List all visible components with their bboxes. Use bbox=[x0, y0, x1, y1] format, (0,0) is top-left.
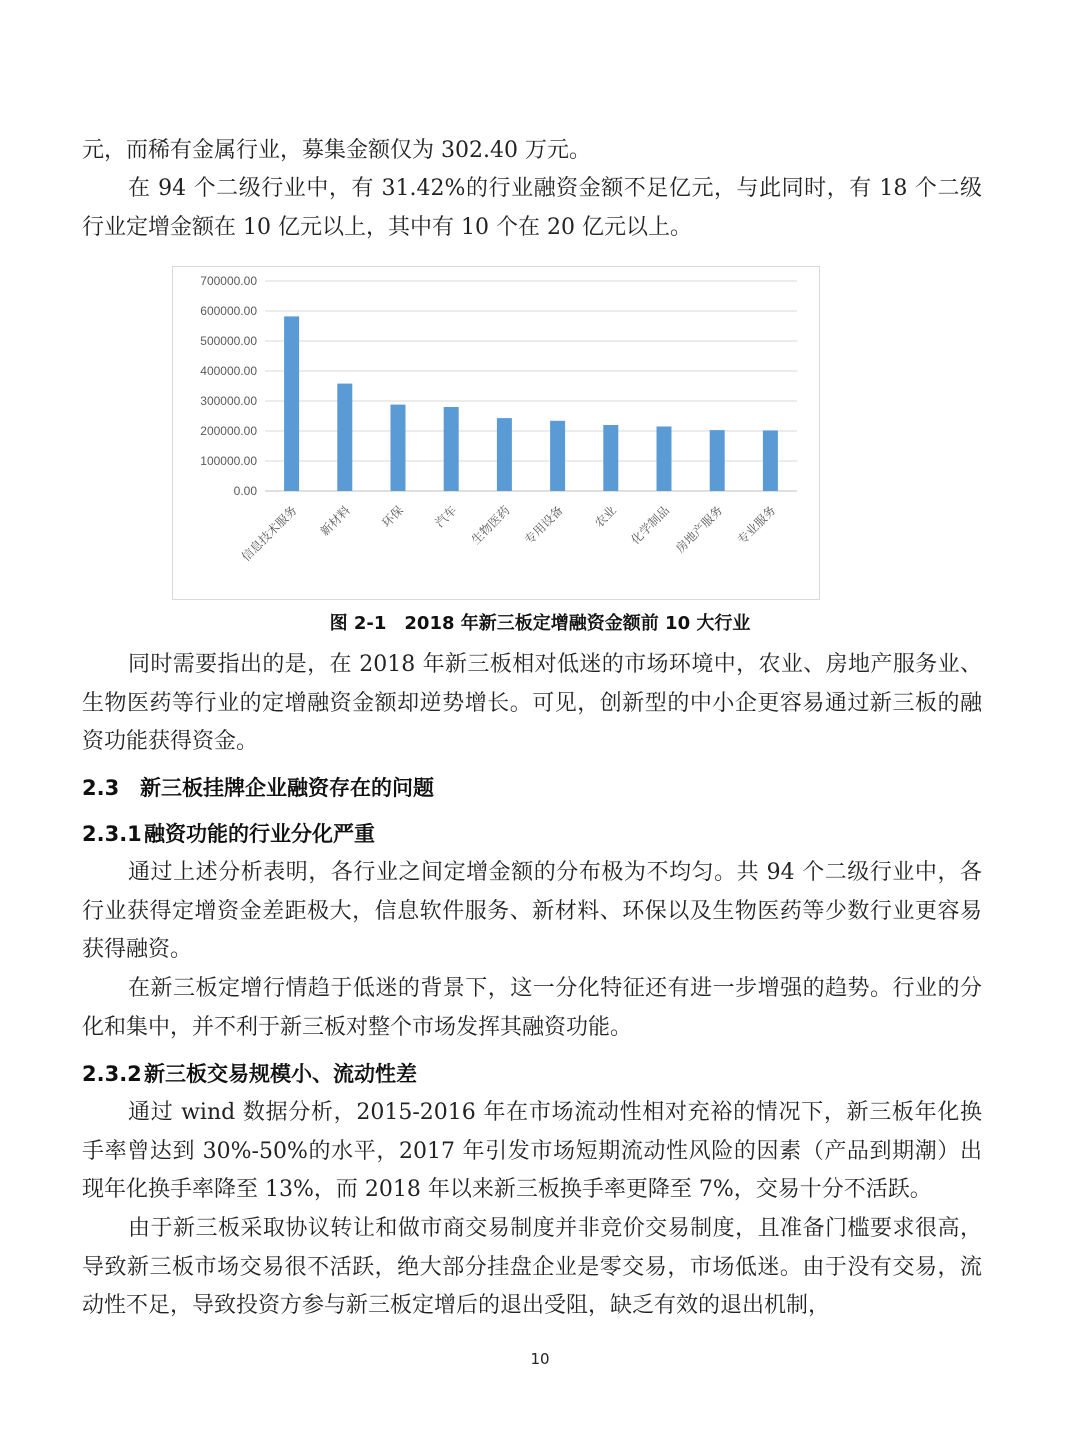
page-number: 10 bbox=[530, 1350, 550, 1368]
x-category-label: 农业 bbox=[592, 503, 619, 531]
x-category-label: 专用设备 bbox=[521, 503, 566, 548]
figure-caption: 图 2-1 2018 年新三板定增融资金额前 10 大行业 bbox=[329, 613, 751, 634]
bar bbox=[391, 405, 406, 491]
x-category-label: 信息技术服务 bbox=[238, 503, 300, 565]
x-category-label: 新材料 bbox=[317, 503, 353, 539]
bar bbox=[657, 427, 672, 492]
paragraph-5: 通过 wind 数据分析，2015-2016 年在市场流动性相对充裕的情况下，新三板年化换手率曾达到 30%-50%的水平，2017 年引发市场短期流动性风险的因素（产品到期潮）出现年化换手率降至 13%，而 2018 年以来新三板换手率更降至 7%，交易十分不活跃。 bbox=[82, 1100, 982, 1202]
section-heading-2-3-2 bbox=[82, 1058, 417, 1088]
paragraph-1: 在 94 个二级行业中，有 31.42%的行业融资金额不足亿元，与此同时，有 18 个二级行业定增金额在 10 亿元以上，其中有 10 个在 20 亿元以上。 bbox=[82, 176, 982, 240]
x-category-label: 房地产服务 bbox=[672, 503, 726, 556]
section-number: 2.3.2 bbox=[82, 1062, 142, 1086]
paragraph-0: 元，而稀有金属行业，募集金额仅为 302.40 万元。 bbox=[82, 138, 591, 163]
section-title: 新三板交易规模小、流动性差 bbox=[144, 1061, 417, 1086]
x-category-label: 生物医药 bbox=[468, 503, 513, 548]
paragraph-3: 通过上述分析表明，各行业之间定增金额的分布极为不均匀。共 94 个二级行业中，各行业获得定增资金差距极大，信息软件服务、新材料、环保以及生物医药等少数行业更容易获得融资。 bbox=[82, 860, 982, 962]
bar bbox=[603, 425, 618, 491]
y-tick-label: 0.00 bbox=[233, 484, 257, 498]
x-category-label: 汽车 bbox=[432, 503, 460, 531]
section-number: 2.3.1 bbox=[82, 822, 142, 846]
paragraph-2: 同时需要指出的是，在 2018 年新三板相对低迷的市场环境中，农业、房地产服务业、生物医药等行业的定增融资金额却逆势增长。可见，创新型的中小企更容易通过新三板的融资功能获得资金。 bbox=[82, 652, 982, 754]
y-tick-label: 500000.00 bbox=[200, 334, 257, 348]
section-heading-2-3 bbox=[82, 772, 434, 802]
section-number: 2.3 bbox=[82, 776, 120, 800]
y-tick-label: 400000.00 bbox=[200, 364, 257, 378]
bar bbox=[497, 418, 512, 491]
bar bbox=[284, 316, 299, 491]
x-category-label: 专业服务 bbox=[734, 503, 779, 548]
x-category-label: 环保 bbox=[379, 503, 407, 531]
bar bbox=[763, 430, 778, 491]
section-heading-2-3-1 bbox=[82, 818, 375, 848]
bar bbox=[337, 384, 352, 491]
bar bbox=[550, 421, 565, 491]
y-tick-label: 200000.00 bbox=[200, 424, 257, 438]
y-tick-label: 100000.00 bbox=[200, 454, 257, 468]
y-tick-label: 700000.00 bbox=[200, 274, 257, 288]
y-tick-label: 300000.00 bbox=[200, 394, 257, 408]
paragraph-4: 在新三板定增行情趋于低迷的背景下，这一分化特征还有进一步增强的趋势。行业的分化和集中，并不利于新三板对整个市场发挥其融资功能。 bbox=[82, 976, 982, 1040]
section-title: 新三板挂牌企业融资存在的问题 bbox=[140, 775, 434, 800]
bar-chart-svg bbox=[173, 267, 819, 599]
paragraph-6: 由于新三板采取协议转让和做市商交易制度并非竞价交易制度，且准备门槛要求很高，导致新三板市场交易很不活跃，绝大部分挂盘企业是零交易，市场低迷。由于没有交易，流动性不足，导致投资方参与新三板定增后的退出受阻，缺乏有效的退出机制， bbox=[82, 1216, 982, 1318]
x-category-label: 化学制品 bbox=[628, 503, 673, 548]
y-tick-label: 600000.00 bbox=[200, 304, 257, 318]
bar bbox=[710, 430, 725, 491]
section-title: 融资功能的行业分化严重 bbox=[144, 821, 375, 846]
bar bbox=[444, 407, 459, 491]
bar-chart bbox=[172, 266, 820, 600]
